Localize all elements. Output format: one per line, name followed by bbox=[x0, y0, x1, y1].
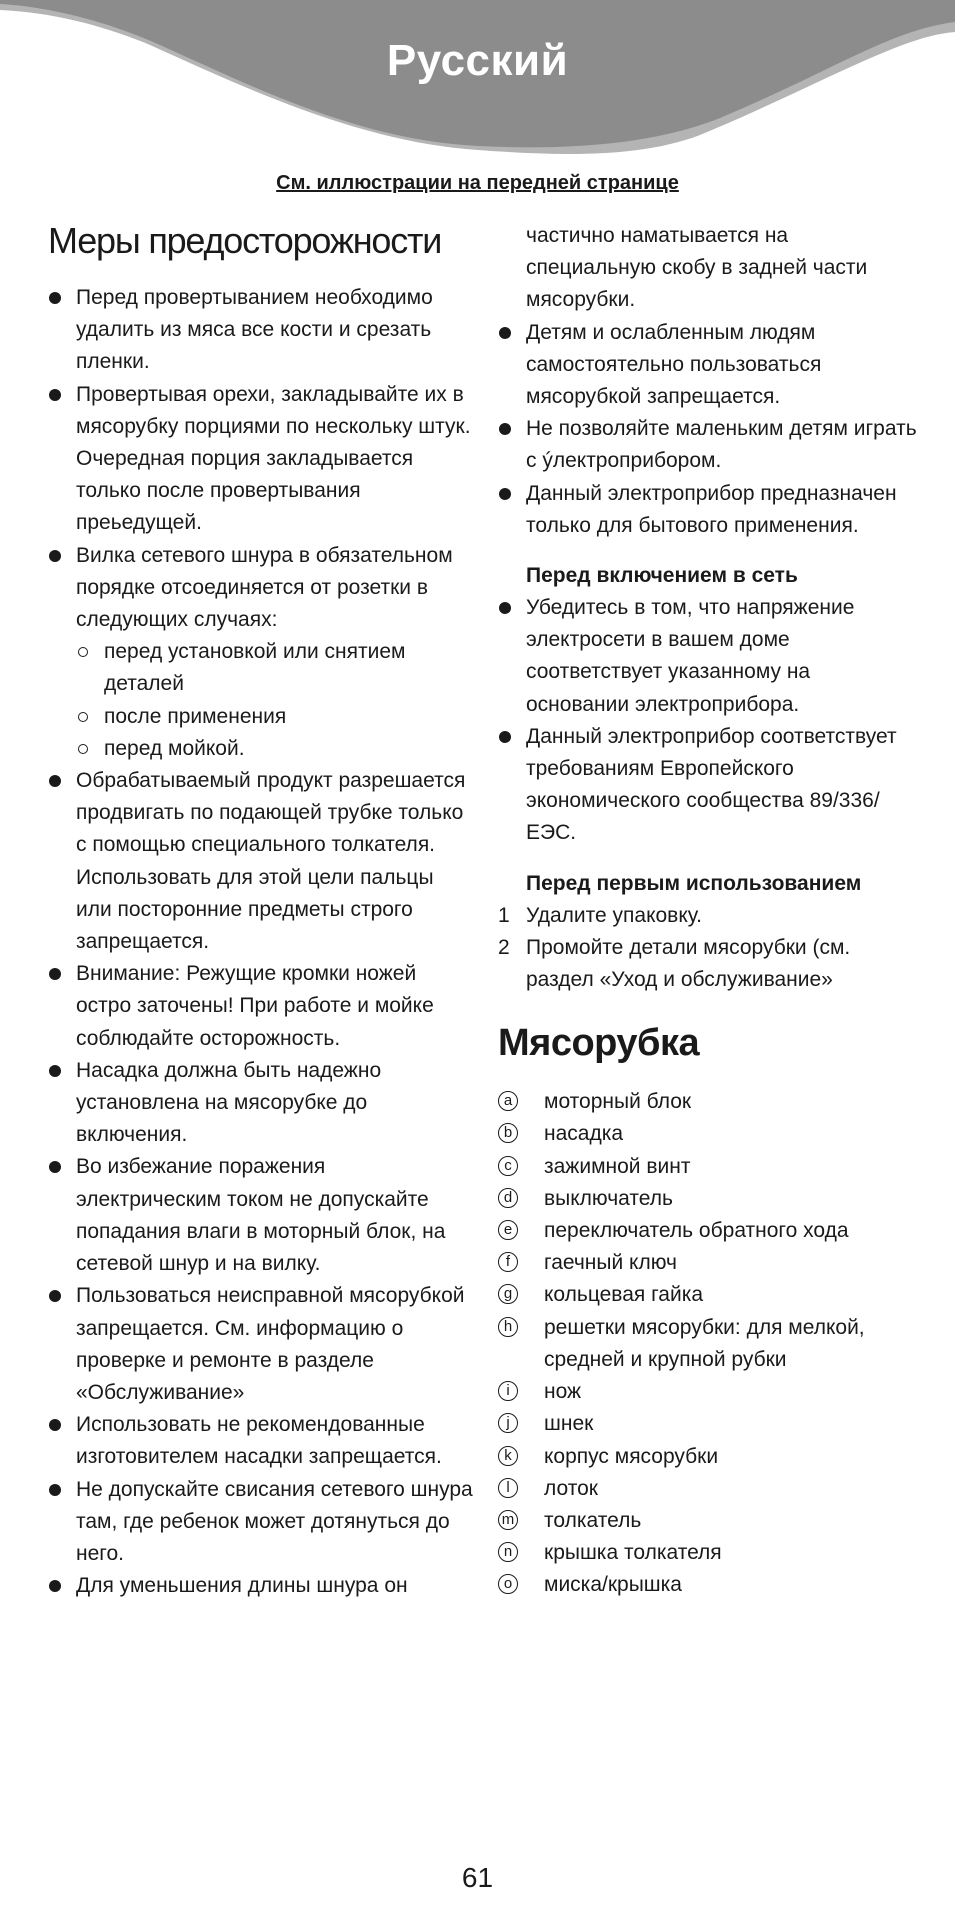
part-label-icon: m bbox=[498, 1510, 518, 1530]
bullet-icon bbox=[499, 731, 511, 743]
bullet-icon bbox=[499, 602, 511, 614]
list-item: Не допускайте свисания сетевого шнура там, где ребенок может дотянуться до него. bbox=[48, 1474, 473, 1571]
safety-heading: Меры предосторожности bbox=[48, 220, 442, 261]
list-item: a моторный блок bbox=[498, 1086, 918, 1118]
header-banner bbox=[0, 0, 955, 160]
first-use-steps bbox=[498, 900, 918, 997]
list-item: Вилка сетевого шнура в обязательном порядке отсоединяется от розетки в следующих случаях: перед установкой или снятием деталей после применения перед мойкой. bbox=[48, 540, 473, 765]
part-label-icon: i bbox=[498, 1381, 518, 1401]
bullet-icon bbox=[49, 550, 61, 562]
list-item: f гаечный ключ bbox=[498, 1247, 918, 1279]
bullet-icon bbox=[499, 423, 511, 435]
list-item: n крышка толкателя bbox=[498, 1537, 918, 1569]
list-item: Данный электроприбор соответствует требованиям Европейского экономического сообщества 89/336/ЕЭС. bbox=[498, 721, 918, 850]
unplug-cases-list bbox=[76, 636, 473, 765]
part-label-icon: o bbox=[498, 1574, 518, 1594]
list-item: Детям и ослабленным людям самостоятельно пользоваться мясорубкой запрещается. bbox=[498, 317, 918, 414]
part-label-icon: c bbox=[498, 1156, 518, 1176]
bullet-icon bbox=[49, 1161, 61, 1173]
page-title: Русский bbox=[386, 36, 569, 85]
list-item: после применения bbox=[76, 701, 473, 733]
list-item: Убедитесь в том, что напряжение электросети в вашем доме соответствует указанному на основании электроприбора. bbox=[498, 592, 918, 721]
list-item: Данный электроприбор предназначен только для бытового применения. bbox=[498, 478, 918, 542]
part-label-icon: f bbox=[498, 1252, 518, 1272]
list-item: перед мойкой. bbox=[76, 733, 473, 765]
mincer-heading: Мясорубка bbox=[498, 1022, 700, 1065]
list-item: Использовать не рекомендованные изготовителем насадки запрещается. bbox=[48, 1409, 473, 1473]
left-column bbox=[48, 218, 473, 1602]
list-item: Насадка должна быть надежно установлена на мясорубке до включения. bbox=[48, 1055, 473, 1152]
safety-list-continued bbox=[498, 317, 918, 542]
bullet-icon bbox=[49, 1580, 61, 1592]
list-item: e переключатель обратного хода bbox=[498, 1215, 918, 1247]
page-number: 61 bbox=[461, 1862, 494, 1893]
list-item: d выключатель bbox=[498, 1183, 918, 1215]
parts-list bbox=[498, 1086, 918, 1601]
bullet-icon bbox=[49, 1484, 61, 1496]
list-item: Во избежание поражения электрическим током не допускайте попадания влаги в моторный блок, на сетевой шнур и на вилку. bbox=[48, 1151, 473, 1280]
bullet-icon bbox=[49, 389, 61, 401]
safety-continuation: частично наматывается на специальную скобу в задней части мясорубки. bbox=[526, 224, 868, 312]
list-item: j шнек bbox=[498, 1408, 918, 1440]
bullet-icon bbox=[49, 1290, 61, 1302]
bullet-icon bbox=[499, 327, 511, 339]
list-item: Провертывая орехи, закладывайте их в мясорубку порциями по нескольку штук. Очередная порция закладывается только после провертывания преьедущей. bbox=[48, 379, 473, 540]
circle-bullet-icon bbox=[78, 744, 88, 754]
bullet-icon bbox=[49, 292, 61, 304]
list-item: k корпус мясорубки bbox=[498, 1441, 918, 1473]
bullet-icon bbox=[49, 1065, 61, 1077]
list-item: Пользоваться неисправной мясорубкой запрещается. См. информацию о проверке и ремонте в разделе «Обслуживание» bbox=[48, 1280, 473, 1409]
part-label-icon: h bbox=[498, 1317, 518, 1337]
bullet-icon bbox=[499, 488, 511, 500]
circle-bullet-icon bbox=[78, 712, 88, 722]
list-item: Для уменьшения длины шнура он bbox=[48, 1570, 473, 1602]
list-item: c зажимной винт bbox=[498, 1151, 918, 1183]
bullet-icon bbox=[49, 968, 61, 980]
list-item: o миска/крышка bbox=[498, 1569, 918, 1601]
part-label-icon: j bbox=[498, 1413, 518, 1433]
list-item: b насадка bbox=[498, 1118, 918, 1150]
bullet-icon bbox=[49, 1419, 61, 1431]
bullet-icon bbox=[49, 775, 61, 787]
list-item: 2 Промойте детали мясорубки (см. раздел «Уход и обслуживание» bbox=[498, 935, 851, 992]
part-label-icon: d bbox=[498, 1188, 518, 1208]
safety-list bbox=[48, 282, 473, 1602]
part-label-icon: n bbox=[498, 1542, 518, 1562]
first-use-heading: Перед первым использованием bbox=[526, 871, 862, 895]
circle-bullet-icon bbox=[78, 647, 88, 657]
part-label-icon: b bbox=[498, 1123, 518, 1143]
part-label-icon: g bbox=[498, 1284, 518, 1304]
see-illustrations-note: См. иллюстрации на передней странице bbox=[276, 172, 679, 194]
list-item: Перед провертыванием необходимо удалить из мяса все кости и срезать пленки. bbox=[48, 282, 473, 379]
list-item: Обрабатываемый продукт разрешается продвигать по подающей трубке только с помощью специального толкателя. Использовать для этой цели пальцы или посторонние предметы строго запрещается. bbox=[48, 765, 473, 958]
part-label-icon: a bbox=[498, 1091, 518, 1111]
list-item: m толкатель bbox=[498, 1505, 918, 1537]
right-column bbox=[498, 220, 918, 1602]
list-item: Не позволяйте маленьким детям играть с ýлектроприбором. bbox=[498, 413, 918, 477]
before-plug-heading: Перед включением в сеть bbox=[526, 564, 798, 588]
list-item: Внимание: Режущие кромки ножей остро заточены! При работе и мойке соблюдайте осторожность. bbox=[48, 958, 473, 1055]
list-item: перед установкой или снятием деталей bbox=[76, 636, 473, 700]
list-item: g кольцевая гайка bbox=[498, 1279, 918, 1311]
part-label-icon: e bbox=[498, 1220, 518, 1240]
list-item: l лоток bbox=[498, 1473, 918, 1505]
list-item: i нож bbox=[498, 1376, 918, 1408]
part-label-icon: l bbox=[498, 1478, 518, 1498]
before-plug-list bbox=[498, 592, 918, 850]
list-item: 1 Удалите упаковку. bbox=[498, 903, 702, 927]
part-label-icon: k bbox=[498, 1446, 518, 1466]
list-item: h решетки мясорубки: для мелкой, средней и крупной рубки bbox=[498, 1312, 918, 1376]
